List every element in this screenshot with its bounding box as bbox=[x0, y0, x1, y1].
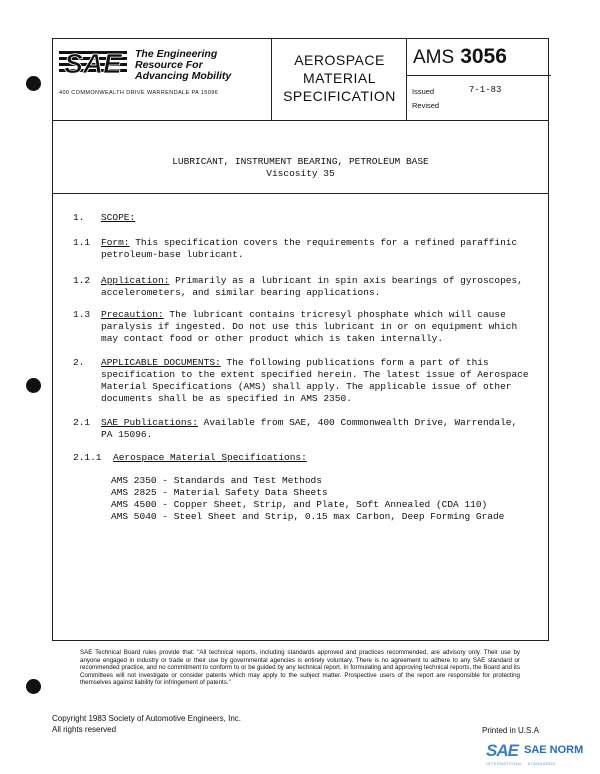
section-number: 2.1.1 bbox=[73, 452, 102, 463]
logo-tagline bbox=[135, 49, 265, 82]
watermark-logo: SAE bbox=[486, 741, 518, 760]
section-text: This specification covers the requirements for a refined paraffinic petroleum-base lubricant. bbox=[101, 237, 518, 260]
tagline-line-1: The Engineering bbox=[135, 48, 218, 60]
reference-item: AMS 2825 - Material Safety Data Sheets bbox=[111, 487, 328, 498]
punch-hole-top bbox=[26, 76, 41, 91]
section-number: 2.1 bbox=[73, 417, 91, 428]
section-heading: SAE Publications: bbox=[101, 417, 198, 428]
section-heading: Precaution: bbox=[101, 309, 164, 320]
revised-label: Revised bbox=[412, 101, 440, 110]
ams-prefix: AMS bbox=[413, 47, 455, 68]
reference-item: AMS 5040 - Steel Sheet and Strip, 0.15 max Carbon, Deep Forming Grade bbox=[111, 511, 505, 522]
reference-item: AMS 4500 - Copper Sheet, Strip, and Plate, Soft Annealed (CDA 110) bbox=[111, 499, 488, 510]
watermark-sub: INTERNATIONAL · STANDARDS bbox=[486, 761, 556, 766]
section-number: 1.2 bbox=[73, 275, 91, 286]
section-heading: APPLICABLE DOCUMENTS: bbox=[101, 357, 221, 368]
logo-block bbox=[53, 39, 271, 120]
section-text: The following publications form a part of this specification to the extent specified herein. The latest issue of Aerospace Material Specifications (AMS) shall apply. The applicable issue of other documents shall be as specified in AMS 2350. bbox=[101, 357, 529, 404]
svg-text:SAE: SAE bbox=[64, 48, 122, 78]
sae-technical-board-note: SAE Technical Board rules provide that: "All technical reports, including standards approved and practices recommended, are advisory only. Their use by anyone engaged in industry or trade or their use by governmental agencies is entirely voluntary. There is no agreement to adhere to any SAE standard or recommended practice, and no commitment to conform to or be guided by any technical report. In formulating and approving technical reports, the Board and its Committees will not investigate or consider patents which may apply to the subject matter. Prospective users of the report are responsible for protecting themselves against liability for infringement of patents." bbox=[80, 649, 520, 687]
reference-list bbox=[111, 475, 504, 523]
section-text: Primarily as a lubricant in spin axis bearings of gyroscopes, accelerometers, and similar bearing applications. bbox=[101, 275, 523, 298]
section-text: The lubricant contains tricresyl phosphate which will cause paralysis if ingested. Do not use this lubricant in or on equipment which may contact food or other product which is taken internally. bbox=[101, 309, 518, 344]
section-heading: Application: bbox=[101, 275, 170, 286]
spec-title bbox=[272, 51, 407, 105]
punch-hole-bottom bbox=[26, 679, 41, 694]
punch-hole-middle bbox=[26, 378, 41, 393]
ams-number bbox=[413, 45, 507, 69]
section-text: Available from SAE, 400 Commonwealth Drive, Warrendale, PA 15096. bbox=[101, 417, 518, 440]
section-number: 2. bbox=[73, 357, 85, 368]
issued-label: Issued bbox=[412, 87, 435, 96]
section-heading: Aerospace Material Specifications: bbox=[113, 452, 307, 463]
sae-logo bbox=[59, 48, 127, 78]
spec-title-line-1: AEROSPACE bbox=[294, 52, 385, 68]
spec-type-block bbox=[271, 39, 407, 120]
document-title: LUBRICANT, INSTRUMENT BEARING, PETROLEUM BASE bbox=[172, 156, 429, 167]
tagline-line-2: Resource For bbox=[135, 59, 203, 71]
section-number: 1.1 bbox=[73, 237, 91, 248]
copyright-line: Copyright 1983 Society of Automotive Engineers, Inc. bbox=[52, 714, 241, 723]
section-number: 1. bbox=[73, 212, 85, 223]
section-heading: SCOPE: bbox=[101, 212, 136, 223]
ams-divider bbox=[407, 75, 551, 76]
sae-address: 400 COMMONWEALTH DRIVE WARRENDALE PA 15096 bbox=[59, 90, 219, 96]
tagline-line-3: Advancing Mobility bbox=[135, 70, 232, 82]
document-frame bbox=[52, 38, 549, 641]
issued-date: 7-1-83 bbox=[469, 85, 502, 95]
copyright bbox=[52, 713, 241, 735]
ams-block bbox=[406, 39, 551, 120]
rights-line: All rights reserved bbox=[52, 725, 117, 734]
document-subtitle: Viscosity 35 bbox=[266, 168, 335, 179]
spec-title-line-2: MATERIAL bbox=[303, 70, 376, 86]
reference-item: AMS 2350 - Standards and Test Methods bbox=[111, 475, 322, 486]
sae-norm-watermark bbox=[486, 741, 596, 771]
section-number: 1.3 bbox=[73, 309, 91, 320]
spec-title-line-3: SPECIFICATION bbox=[283, 88, 396, 104]
printed-in: Printed in U.S.A bbox=[482, 726, 539, 735]
ams-number-value: 3056 bbox=[460, 45, 507, 68]
document-header bbox=[53, 39, 548, 121]
section-heading: Form: bbox=[101, 237, 130, 248]
title-divider bbox=[53, 193, 548, 194]
watermark-word: SAE NORM bbox=[524, 744, 584, 756]
